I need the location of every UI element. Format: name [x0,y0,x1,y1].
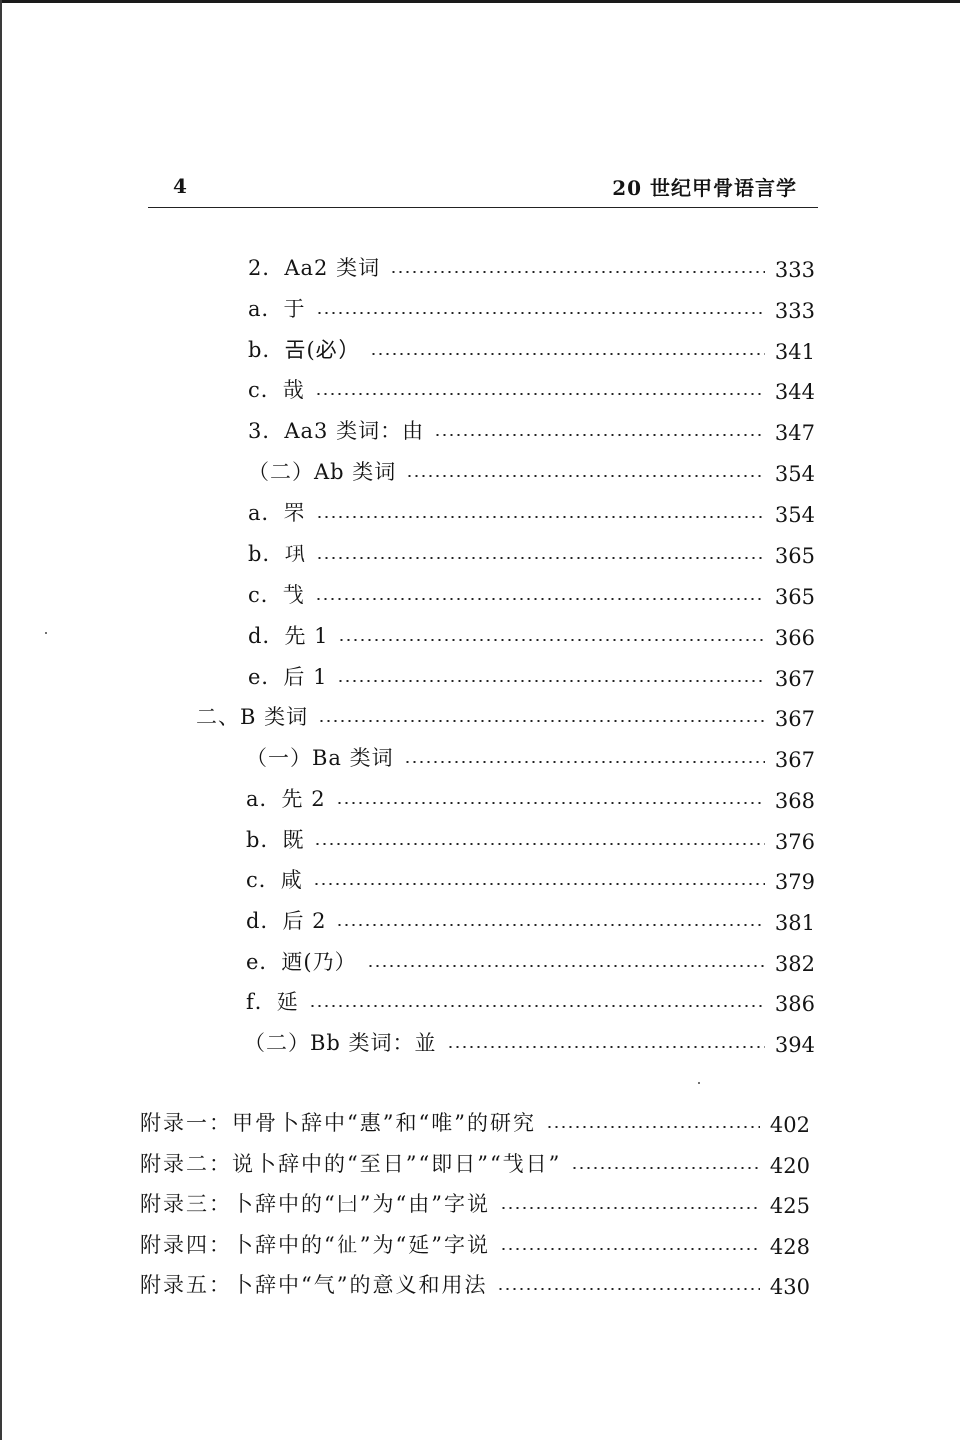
dot-leader [337,680,764,682]
toc-entry-page: 347 [774,421,815,445]
toc-entry-page: 354 [774,503,815,527]
scan-edge-left [0,0,2,1440]
toc-entry[interactable] [244,1023,815,1057]
dot-leader [316,312,765,314]
dot-leader [336,924,764,926]
dot-leader [497,1288,759,1290]
appendix-entry[interactable] [140,1225,810,1259]
toc-entry-page: 367 [774,748,815,772]
dot-leader [367,965,765,967]
appendix-entry-page: 430 [769,1275,810,1299]
toc-entry[interactable] [248,493,815,527]
toc-entry-label: b．𢀜 [248,542,307,566]
toc-entry-label: b．既 [246,828,305,852]
toc-entry-page: 367 [774,667,815,691]
dot-leader [406,475,765,477]
toc-entry-page: 344 [774,380,815,404]
toc-entry-label: （二）Bb 类词：並 [244,1031,437,1055]
appendix-entry-page: 428 [769,1235,810,1259]
toc-entry-page: 365 [774,544,815,568]
dot-leader [336,802,765,804]
dot-leader [447,1046,765,1048]
dot-leader [316,557,764,559]
toc-entry-label: 2．Aa2 类词 [248,256,381,280]
toc-entry[interactable] [246,738,815,772]
toc-entry[interactable] [248,534,815,568]
appendix-entry-label: 附录一：甲骨卜辞中“惠”和“唯”的研究 [140,1111,536,1135]
appendix-entry[interactable] [140,1103,810,1137]
dot-leader [315,393,765,395]
toc-entry-label: （二）Ab 类词 [248,460,397,484]
toc-entry-page: 333 [774,258,815,282]
scan-edge-top [0,0,960,3]
toc-entry-page: 386 [774,992,815,1016]
dot-leader [370,353,765,355]
toc-entry-label: e．后 1 [248,665,328,689]
appendix-entry-page: 425 [769,1194,810,1218]
toc-entry-page: 376 [774,830,815,854]
toc-entry-label: 3．Aa3 类词：由 [248,419,425,443]
dot-leader [500,1207,760,1209]
toc-entry-label: d．先 1 [248,624,329,648]
toc-entry-page: 354 [774,462,815,486]
dot-leader [318,720,765,722]
toc-entry[interactable] [246,942,815,976]
dot-leader [546,1126,760,1128]
toc-entry-page: 333 [774,299,815,323]
toc-entry[interactable] [248,411,815,445]
header-rule [148,207,818,208]
toc-entry-page: 366 [774,626,815,650]
dot-leader [314,843,764,845]
toc-entry[interactable] [248,248,815,282]
toc-entry-page: 394 [774,1033,815,1057]
toc-entry-label: 二、B 类词 [196,705,309,729]
toc-entry-label: b．𢀛(必） [248,338,360,362]
dot-leader [316,516,765,518]
toc-entry-label: c．哉 [248,378,305,402]
toc-entry[interactable] [196,697,815,731]
toc-entry[interactable] [248,330,815,364]
dot-leader [571,1167,759,1169]
appendix-entry-label: 附录二：说卜辞中的“至日”“即日”“𢦏日” [140,1152,562,1176]
dot-leader [434,434,765,436]
dot-leader [500,1248,760,1250]
toc-entry[interactable] [248,289,815,323]
toc-entry-label: d．后 2 [246,909,327,933]
page-number: 4 [173,174,187,198]
toc-entry-page: 367 [774,707,815,731]
toc-entry-page: 382 [774,952,815,976]
toc-entry[interactable] [246,820,815,854]
appendix-entry-page: 420 [769,1154,810,1178]
toc-entry[interactable] [248,657,815,691]
dot-leader [338,639,764,641]
running-title: 20 世纪甲骨语言学 [612,176,797,200]
toc-entry-page: 365 [774,585,815,609]
scan-speck [45,632,47,634]
toc-entry[interactable] [246,982,815,1016]
appendix-entry[interactable] [140,1265,810,1299]
dot-leader [309,1005,765,1007]
toc-entry-page: 341 [774,340,815,364]
toc-entry-label: c．咸 [246,868,303,892]
toc-entry[interactable] [248,452,815,486]
dot-leader [313,883,765,885]
appendix-entry-label: 附录五：卜辞中“气”的意义和用法 [140,1273,488,1297]
appendix-entry[interactable] [140,1144,810,1178]
appendix-entry[interactable] [140,1184,810,1218]
scan-speck [698,1082,700,1084]
dot-leader [315,598,765,600]
toc-entry[interactable] [248,616,815,650]
toc-entry-label: （一）Ba 类词 [246,746,394,770]
toc-entry[interactable] [248,575,815,609]
toc-entry-page: 368 [774,789,815,813]
toc-entry[interactable] [246,901,815,935]
toc-entry-label: f．延 [246,990,299,1014]
dot-leader [404,761,765,763]
toc-entry-label: e．迺(乃） [246,950,357,974]
toc-entry-page: 379 [774,870,815,894]
toc-entry-label: a．于 [248,297,306,321]
toc-entry-label: a．先 2 [246,787,326,811]
toc-entry[interactable] [248,370,815,404]
toc-entry[interactable] [246,779,815,813]
toc-entry-label: a．罘 [248,501,306,525]
toc-entry-label: c．𢦏 [248,583,305,607]
appendix-entry-page: 402 [769,1113,810,1137]
dot-leader [390,271,765,273]
appendix-entry-label: 附录四：卜辞中的“𢓊”为“延”字说 [140,1233,490,1257]
toc-entry[interactable] [246,860,815,894]
toc-entry-page: 381 [774,911,815,935]
appendix-entry-label: 附录三：卜辞中的“𠙵”为“由”字说 [140,1192,490,1216]
